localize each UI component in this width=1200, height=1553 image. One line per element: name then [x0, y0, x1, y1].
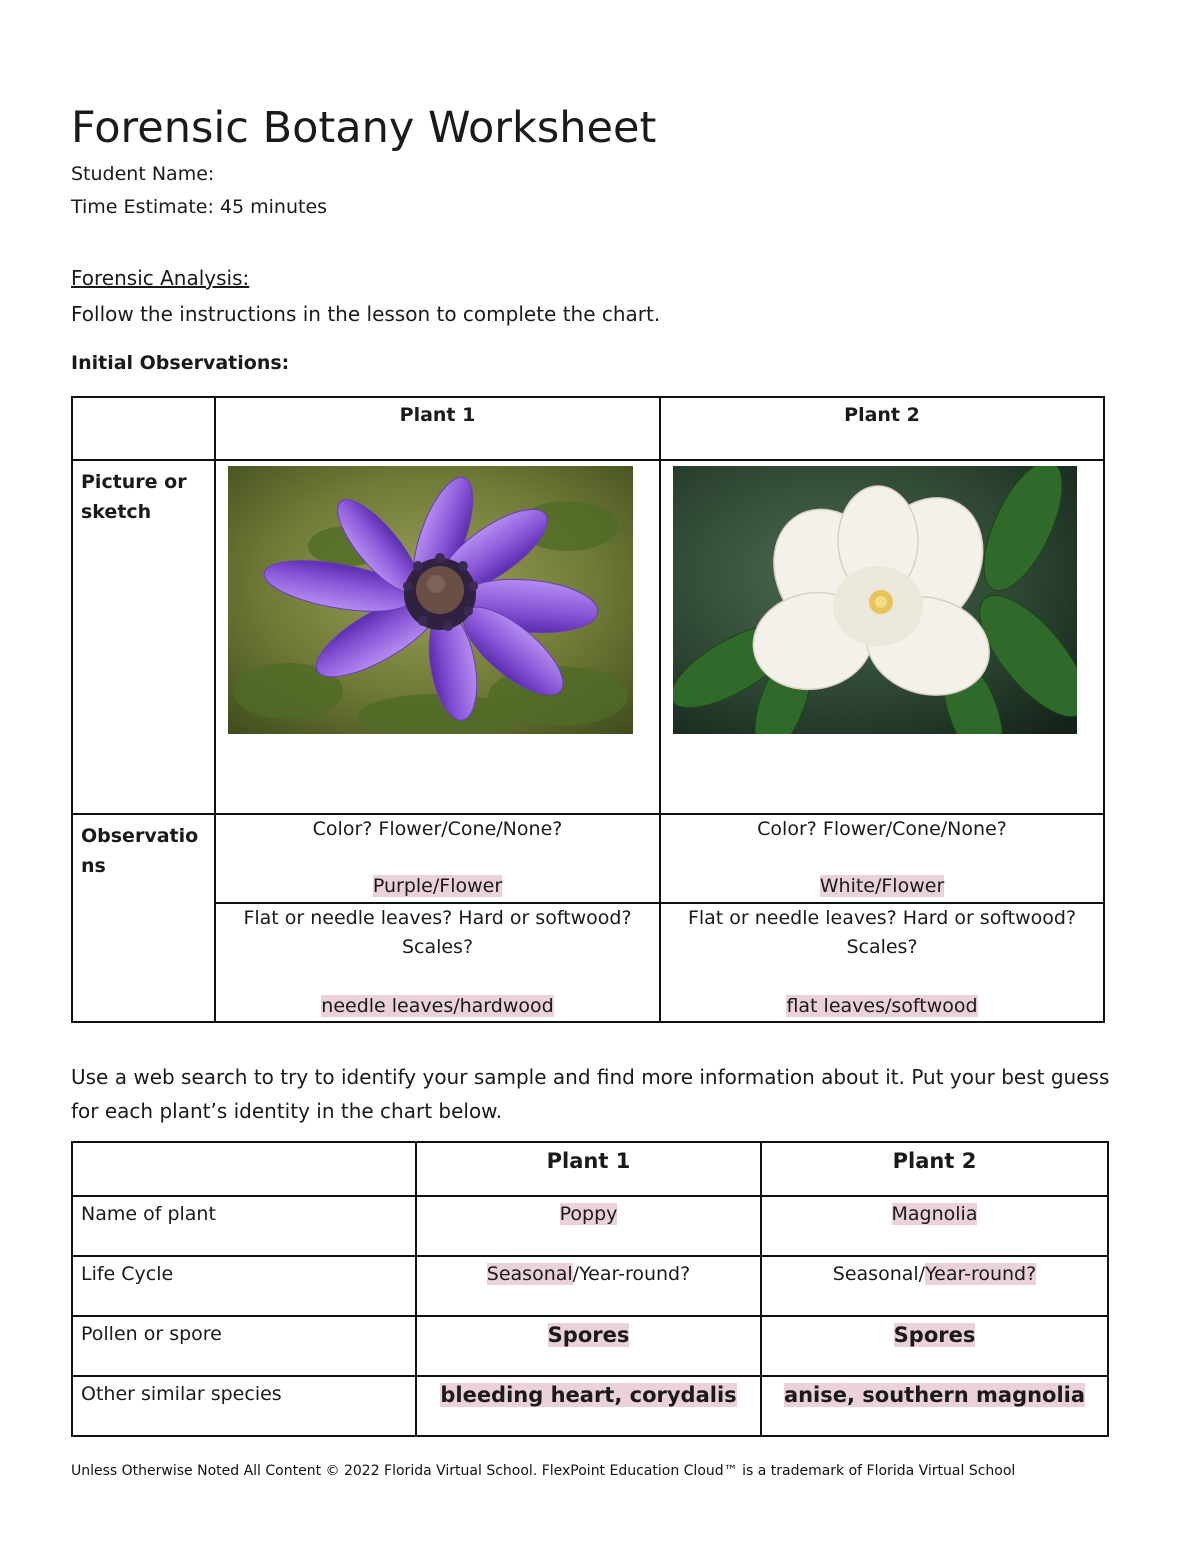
plant1-life-cycle-selected: Seasonal: [486, 1263, 573, 1285]
time-estimate: Time Estimate: 45 minutes: [71, 196, 328, 218]
plant2-color-cell: [660, 814, 1104, 903]
plant2-name: Magnolia: [891, 1203, 978, 1225]
plant2-pollen: Spores: [893, 1323, 976, 1347]
initial-observations-heading: Initial Observations:: [71, 352, 290, 374]
table2-corner-cell: [72, 1142, 416, 1196]
plant1-leaves-answer: needle leaves/hardwood: [321, 995, 554, 1017]
observations-table: [71, 396, 1105, 1023]
plant1-name: Poppy: [559, 1203, 618, 1225]
plant1-pollen: Spores: [547, 1323, 630, 1347]
web-search-paragraph: Use a web search to try to identify your sample and find more information about it. Put your best guess for each plant’s identity in the chart below.: [71, 1065, 1110, 1123]
plant2-picture-cell: [660, 460, 1104, 814]
plant2-header: Plant 2: [660, 397, 1104, 460]
row-label-life-cycle: Life Cycle: [72, 1256, 416, 1316]
student-name-label: Student Name:: [71, 163, 215, 185]
magnolia-flower-image: [673, 466, 1077, 734]
identification-table: [71, 1141, 1109, 1437]
observations-row-label: Observatio ns: [72, 814, 215, 1022]
plant2-header-2: Plant 2: [761, 1142, 1108, 1196]
plant1-life-cycle-cell: [416, 1256, 761, 1316]
plant1-header: Plant 1: [215, 397, 660, 460]
plant1-color-question: Color? Flower/Cone/None?: [312, 818, 563, 840]
plant1-pollen-cell: [416, 1316, 761, 1376]
page-title: Forensic Botany Worksheet: [71, 103, 657, 153]
plant1-picture-cell: [215, 460, 660, 814]
section-heading: Forensic Analysis:: [71, 266, 250, 290]
instruction-text: Follow the instructions in the lesson to complete the chart.: [71, 302, 661, 326]
plant2-life-cycle-selected: Year-round?: [925, 1263, 1037, 1285]
plant2-scales-question: Scales?: [846, 936, 918, 958]
table-corner-cell: [72, 397, 215, 460]
row-label-name: Name of plant: [72, 1196, 416, 1256]
anemone-flower-image: [228, 466, 633, 734]
plant1-header-2: Plant 1: [416, 1142, 761, 1196]
plant1-name-cell: [416, 1196, 761, 1256]
plant2-leaves-question: Flat or needle leaves? Hard or softwood?: [687, 907, 1077, 929]
plant1-life-cycle-rest: /Year-round?: [572, 1263, 691, 1285]
row-label-similar: Other similar species: [72, 1376, 416, 1436]
plant1-similar: bleeding heart, corydalis: [440, 1383, 737, 1407]
plant2-pollen-cell: [761, 1316, 1108, 1376]
picture-row-label: Picture or sketch: [72, 460, 215, 814]
plant1-color-cell: [215, 814, 660, 903]
plant2-life-cycle-rest: Seasonal/: [832, 1263, 926, 1285]
plant2-leaves-cell: [660, 903, 1104, 1022]
plant2-similar-cell: [761, 1376, 1108, 1436]
plant1-similar-cell: [416, 1376, 761, 1436]
plant2-name-cell: [761, 1196, 1108, 1256]
row-label-pollen: Pollen or spore: [72, 1316, 416, 1376]
plant2-similar: anise, southern magnolia: [783, 1383, 1086, 1407]
plant2-life-cycle-cell: [761, 1256, 1108, 1316]
plant1-leaves-cell: [215, 903, 660, 1022]
plant2-leaves-answer: flat leaves/softwood: [786, 995, 978, 1017]
copyright-footer: Unless Otherwise Noted All Content © 2022 Florida Virtual School. FlexPoint Education Cloud™ is a trademark of Florida Virtual School: [71, 1463, 1016, 1479]
plant2-color-question: Color? Flower/Cone/None?: [757, 818, 1007, 840]
plant1-scales-question: Scales?: [401, 936, 474, 958]
plant1-color-answer: Purple/Flower: [372, 875, 503, 897]
plant1-leaves-question: Flat or needle leaves? Hard or softwood?: [243, 907, 632, 929]
plant2-color-answer: White/Flower: [819, 875, 945, 897]
